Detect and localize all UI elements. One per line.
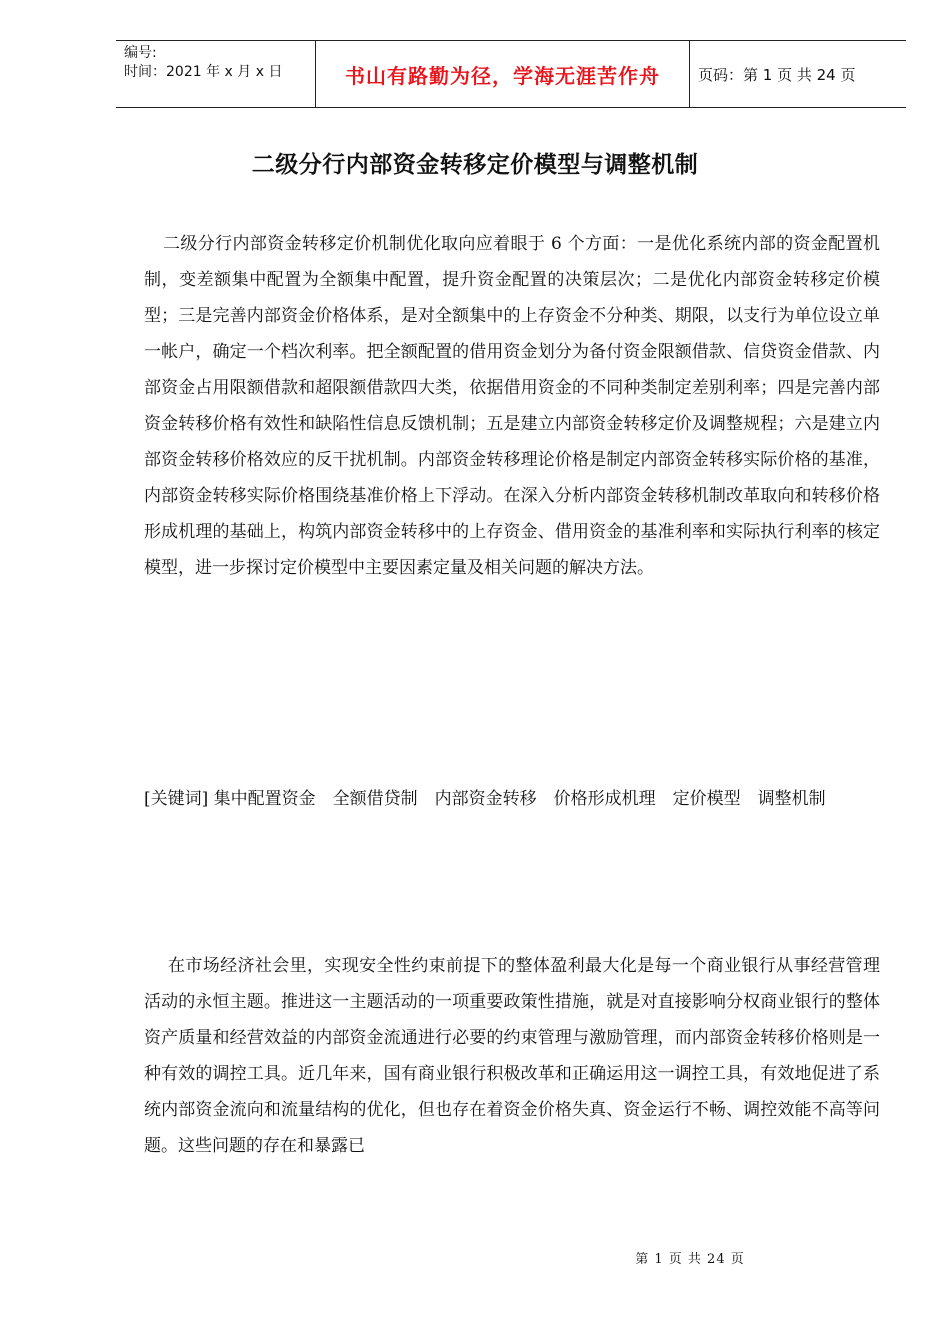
page-info: 页码：第 1 页 共 24 页 bbox=[698, 65, 856, 84]
time-label: 时间：2021 年 x 月 x 日 bbox=[124, 64, 283, 80]
keywords-paragraph: [关键词] 集中配置资金 全额借贷制 内部资金转移 价格形成机理 定价模型 调整机制 bbox=[144, 789, 826, 809]
header-table bbox=[116, 40, 906, 108]
document-title: 二级分行内部资金转移定价模型与调整机制 bbox=[251, 152, 699, 178]
header-meta-cell bbox=[116, 41, 316, 107]
abstract-paragraph: 二级分行内部资金转移定价机制优化取向应着眼于 6 个方面：一是优化系统内部的资金配置机制，变差额集中配置为全额集中配置，提升资金配置的决策层次；二是优化内部资金转移定价模型；三是完善内部资金价格体系，是对全额集中的上存资金不分种类、期限，以支行为单位设立单一帐户，确定一个档次利率。把全额配置的借用资金划分为备付资金限额借款、信贷资金借款、内部资金占用限额借款和超限额借款四大类，依据借用资金的不同种类制定差别利率；四是完善内部资金转移价格有效性和缺陷性信息反馈机制；五是建立内部资金转移定价及调整规程；六是建立内部资金转移价格效应的反干扰机制。内部资金转移理论价格是制定内部资金转移实际价格的基准，内部资金转移实际价格围绕基准价格上下浮动。在深入分析内部资金转移机制改革取向和转移价格形成机理的基础上，构筑内部资金转移中的上存资金、借用资金的基准利率和实际执行利率的核定模型，进一步探讨定价模型中主要因素定量及相关问题的解决方法。 bbox=[144, 234, 880, 578]
serial-label: 编号: bbox=[124, 45, 157, 61]
page-footer: 第 1 页 共 24 页 bbox=[635, 1252, 745, 1267]
body-paragraph: 在市场经济社会里，实现安全性约束前提下的整体盈利最大化是每一个商业银行从事经营管理活动的永恒主题。推进这一主题活动的一项重要政策性措施，就是对直接影响分权商业银行的整体资产质量和经营效益的内部资金流通进行必要的约束管理与激励管理，而内部资金转移价格则是一种有效的调控工具。近几年来，国有商业银行积极改革和正确运用这一调控工具，有效地促进了系统内部资金流向和流量结构的优化，但也存在着资金价格失真、资金运行不畅、调控效能不高等问题。这些问题的存在和暴露已 bbox=[144, 956, 880, 1156]
motto: 书山有路勤为径，学海无涯苦作舟 bbox=[316, 41, 690, 107]
